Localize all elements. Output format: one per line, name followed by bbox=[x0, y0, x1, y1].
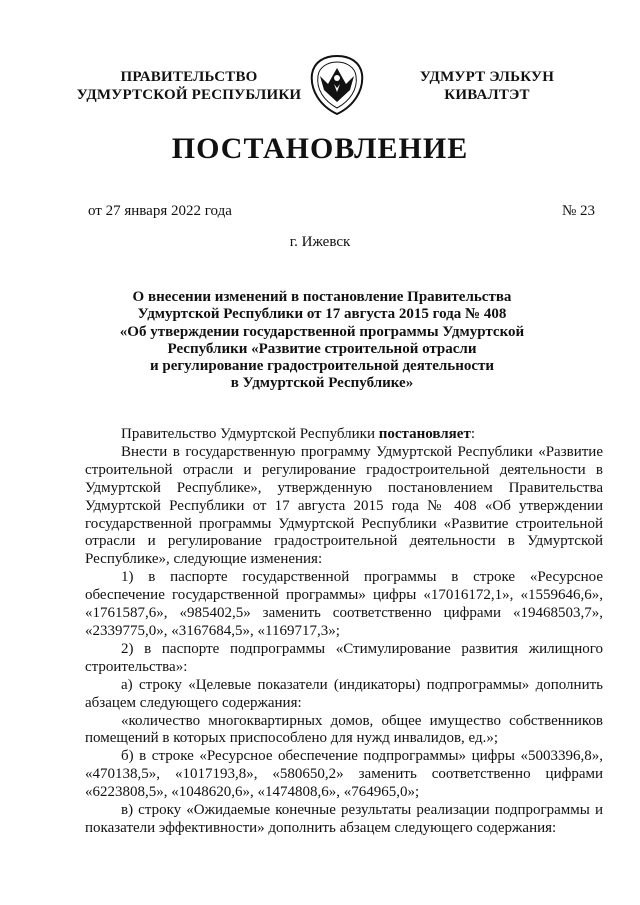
header-right-line2: КИВАЛТЭТ bbox=[444, 87, 530, 103]
body-paragraph: б) в строке «Ресурсное обеспечение подпрограммы» цифры «5003396,8», «470138,5», «1017193,8», «580650,2» заменить соответственно цифрами «6223808,5», «1048620,6», «1474808,6», «764965,0»; bbox=[85, 748, 603, 801]
body-paragraph: 2) в паспорте подпрограммы «Стимулирование развития жилищного строительства»: bbox=[85, 640, 603, 675]
body-paragraph: Внести в государственную программу Удмуртской Республики «Развитие строительной отрасли и регулирование градостроительной деятельности в Удмуртской Республике», утвержденную постановлением Правительства Удмуртской Республики от 17 августа 2015 года № 408 «Об утверждении государственной программы Удмуртской Республики «Развитие строительной отрасли и регулирование градостроительной деятельности в Удмуртской Республике», следующие изменения: bbox=[85, 443, 603, 568]
subject-line: и регулирование градостроительной деятельности bbox=[149, 358, 495, 375]
header-left-line1: ПРАВИТЕЛЬСТВО bbox=[120, 69, 258, 85]
intro-end: : bbox=[470, 426, 475, 442]
body-paragraph: 1) в паспорте государственной программы в строке «Ресурсное обеспечение государственной программы» цифры «17016172,1», «1559646,6», «1761587,6», «985402,5» заменить соответственно цифрами «19468503,7», «2339775,0», «3167684,5», «1169717,3»; bbox=[85, 569, 603, 639]
body-paragraph: а) строку «Целевые показатели (индикаторы) подпрограммы» дополнить абзацем следующего содержания: bbox=[85, 676, 603, 711]
doc-subject bbox=[110, 289, 534, 393]
subject-line: О внесении изменений в постановление Правительства bbox=[132, 289, 512, 305]
subject-line: «Об утверждении государственной программы Удмуртской bbox=[119, 323, 525, 340]
subject-line: Республики «Развитие строительной отрасли bbox=[167, 340, 477, 357]
doc-body bbox=[85, 426, 603, 838]
header-left-line2: УДМУРТСКОЙ РЕСПУБЛИКИ bbox=[76, 87, 302, 103]
doc-number: № 23 bbox=[562, 203, 596, 219]
intro-text: Правительство Удмуртской Республики bbox=[121, 426, 379, 442]
header-right-line1: УДМУРТ ЭЛЬКУН bbox=[419, 69, 555, 85]
doc-type-title: ПОСТАНОВЛЕНИЕ bbox=[171, 132, 469, 165]
body-intro bbox=[85, 426, 603, 444]
subject-line: Удмуртской Республики от 17 августа 2015 года № 408 bbox=[137, 306, 507, 323]
intro-bold: постановляет bbox=[378, 426, 471, 442]
body-paragraph: «количество многоквартирных домов, общее имущество собственников помещений в которых приспособлено для нужд инвалидов, ед.»; bbox=[85, 712, 603, 747]
header-left bbox=[62, 68, 316, 104]
header-right bbox=[382, 68, 592, 104]
body-paragraph: в) строку «Ожидаемые конечные результаты реализации подпрограммы и показатели эффективности» дополнить абзацем следующего содержания: bbox=[85, 802, 603, 836]
doc-date: от 27 января 2022 года bbox=[88, 203, 232, 219]
coat-of-arms-icon bbox=[310, 54, 364, 116]
doc-city: г. Ижевск bbox=[289, 234, 351, 250]
subject-line: в Удмуртской Республике» bbox=[230, 375, 414, 392]
